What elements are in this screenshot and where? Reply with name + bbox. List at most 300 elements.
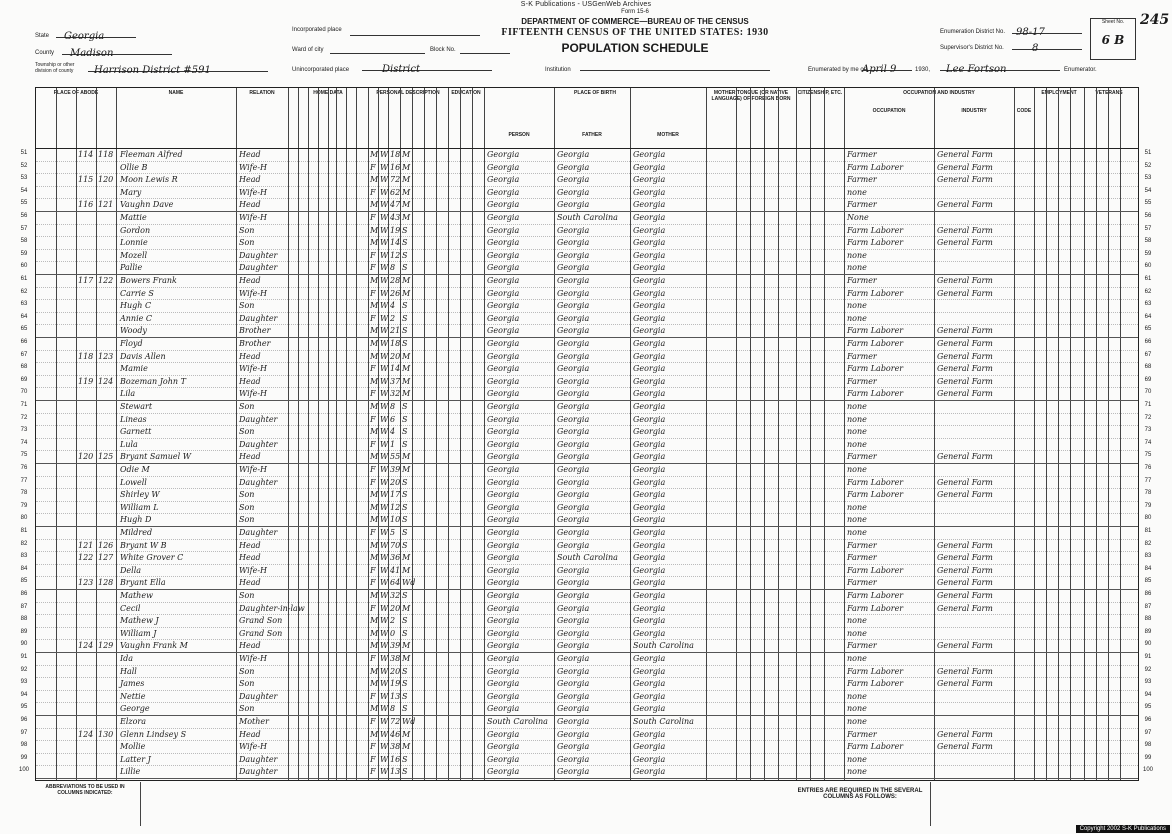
race: W — [380, 565, 389, 575]
birthplace-person: Georgia — [487, 427, 520, 437]
race: W — [380, 742, 389, 752]
row-number-left: 82 — [20, 540, 28, 547]
race: W — [380, 200, 389, 210]
row-number-right: 67 — [1144, 351, 1152, 358]
birthplace-father: Georgia — [557, 427, 590, 437]
table-row — [20, 299, 1152, 312]
birthplace-person: Georgia — [487, 263, 520, 273]
age: 14 — [390, 364, 401, 374]
marital-status: S — [402, 591, 408, 600]
row-number-right: 58 — [1144, 238, 1152, 245]
birthplace-mother: Georgia — [633, 150, 666, 159]
marital-status: S — [402, 666, 408, 676]
relation: Wife-H — [239, 654, 268, 663]
family-number: 128 — [98, 578, 114, 588]
age: 43 — [390, 213, 401, 222]
table-row — [20, 287, 1152, 300]
ward-field — [330, 42, 425, 54]
birthplace-mother: South Carolina — [633, 641, 694, 651]
birthplace-mother: Georgia — [633, 452, 666, 462]
sex: F — [370, 603, 376, 613]
table-row — [20, 526, 1152, 539]
table-row — [20, 476, 1152, 489]
birthplace-mother: Georgia — [633, 288, 666, 298]
row-number-right: 59 — [1144, 250, 1152, 257]
relation: Daughter — [239, 263, 278, 273]
birthplace-person: Georgia — [487, 490, 520, 500]
occupation: none — [847, 313, 867, 323]
birthplace-mother: Georgia — [633, 175, 666, 185]
dwelling-number: 123 — [78, 578, 94, 588]
person-name: Shirley W — [120, 490, 160, 500]
marital-status: M — [402, 288, 411, 298]
birthplace-person: Georgia — [487, 565, 520, 575]
person-name: Bryant W B — [120, 540, 167, 550]
row-number-left: 87 — [20, 603, 28, 610]
birthplace-person: Georgia — [487, 402, 520, 411]
birthplace-person: Georgia — [487, 452, 520, 462]
person-name: Hall — [120, 666, 137, 676]
occupation: none — [847, 502, 867, 512]
sub-industry: INDUSTRY — [961, 108, 987, 114]
occupation: none — [847, 691, 867, 701]
race: W — [380, 729, 389, 739]
race: W — [380, 679, 389, 689]
birthplace-person: Georgia — [487, 666, 520, 676]
relation: Daughter — [239, 754, 278, 764]
marital-status: M — [402, 150, 411, 159]
relation: Son — [239, 490, 255, 500]
age: 14 — [390, 238, 401, 248]
enum-district-label: Enumeration District No. — [940, 29, 1006, 35]
age: 6 — [390, 414, 396, 424]
occupation: none — [847, 427, 867, 437]
row-number-right: 71 — [1144, 402, 1152, 408]
birthplace-mother: Georgia — [633, 578, 666, 588]
birthplace-mother: Georgia — [633, 263, 666, 273]
age: 20 — [390, 603, 401, 613]
race: W — [380, 187, 389, 197]
birthplace-mother: Georgia — [633, 465, 666, 474]
marital-status: M — [402, 187, 411, 197]
family-number: 130 — [98, 729, 114, 739]
county-value: Madison — [70, 48, 114, 59]
dwelling-number: 114 — [78, 150, 94, 159]
marital-status: M — [402, 742, 411, 752]
race: W — [380, 465, 389, 474]
age: 47 — [390, 200, 401, 210]
birthplace-person: Georgia — [487, 364, 520, 374]
row-number-left: 54 — [20, 187, 28, 194]
person-name: Lonnie — [120, 238, 148, 248]
age: 10 — [390, 515, 401, 525]
race: W — [380, 288, 389, 298]
industry: General Farm — [937, 742, 993, 752]
person-name: Mildred — [120, 528, 153, 537]
row-number-left: 72 — [20, 414, 28, 421]
birthplace-person: Georgia — [487, 376, 520, 386]
table-row — [20, 413, 1152, 426]
sex: F — [370, 263, 376, 273]
row-number-right: 81 — [1144, 528, 1152, 534]
occupation: Farmer — [847, 729, 877, 739]
sex: M — [370, 540, 379, 550]
occupation: none — [847, 402, 867, 411]
row-number-right: 77 — [1144, 477, 1152, 484]
birthplace-father: Georgia — [557, 540, 590, 550]
marital-status: S — [402, 326, 408, 336]
birthplace-mother: Georgia — [633, 326, 666, 336]
table-row — [20, 463, 1152, 476]
age: 18 — [390, 150, 401, 159]
marital-status: M — [402, 729, 411, 739]
row-number-left: 89 — [20, 628, 28, 635]
table-row — [20, 602, 1152, 615]
industry: General Farm — [937, 591, 993, 600]
age: 19 — [390, 679, 401, 689]
age: 0 — [390, 628, 396, 638]
table-row — [20, 728, 1152, 741]
table-row — [20, 488, 1152, 501]
race: W — [380, 414, 389, 424]
person-name: Mary — [120, 187, 142, 197]
relation: Son — [239, 502, 255, 512]
birthplace-father: Georgia — [557, 376, 590, 386]
occupation: none — [847, 717, 867, 726]
birthplace-mother: Georgia — [633, 565, 666, 575]
race: W — [380, 238, 389, 248]
sex: M — [370, 200, 379, 210]
dwelling-number: 124 — [78, 641, 94, 651]
birthplace-person: Georgia — [487, 641, 520, 651]
occupation: Farmer — [847, 540, 877, 550]
table-row — [20, 753, 1152, 766]
row-number-right: 66 — [1144, 339, 1152, 345]
birthplace-father: Georgia — [557, 616, 590, 626]
sex: M — [370, 301, 379, 311]
enumerated-year: 1930, — [915, 67, 931, 73]
row-number-right: 57 — [1144, 225, 1152, 232]
table-row — [20, 173, 1152, 186]
marital-status: M — [402, 465, 411, 474]
supervisor-value: 8 — [1032, 43, 1039, 54]
enumerated-date-field — [862, 59, 912, 75]
row-number-left: 83 — [20, 553, 28, 560]
birthplace-mother: Georgia — [633, 364, 666, 374]
industry: General Farm — [937, 288, 993, 298]
age: 38 — [390, 654, 401, 663]
industry: General Farm — [937, 351, 993, 361]
sex: M — [370, 553, 379, 563]
table-row — [20, 274, 1152, 287]
industry: General Farm — [937, 238, 993, 248]
race: W — [380, 616, 389, 626]
table-row — [20, 450, 1152, 463]
age: 20 — [390, 351, 401, 361]
birthplace-mother: Georgia — [633, 490, 666, 500]
top-banner: S-K Publications - USGenWeb Archives — [520, 1, 652, 8]
industry: General Farm — [937, 553, 993, 563]
marital-status: M — [402, 200, 411, 210]
age: 46 — [390, 729, 401, 739]
row-number-right: 91 — [1144, 654, 1152, 660]
birthplace-person: Georgia — [487, 628, 520, 638]
family-number: 126 — [98, 540, 114, 550]
race: W — [380, 540, 389, 550]
sex: M — [370, 175, 379, 185]
age: 39 — [390, 465, 401, 474]
marital-status: S — [402, 628, 408, 638]
relation: Brother — [239, 339, 271, 348]
row-number-right: 88 — [1144, 616, 1152, 623]
person-name: Woody — [120, 326, 147, 336]
occupation: none — [847, 704, 867, 714]
person-name: Bozeman John T — [120, 376, 186, 386]
row-number-left: 75 — [20, 452, 28, 459]
birthplace-mother: Georgia — [633, 704, 666, 714]
birthplace-person: Georgia — [487, 175, 520, 185]
sex: F — [370, 754, 376, 764]
relation: Son — [239, 238, 255, 248]
relation: Wife-H — [239, 389, 268, 399]
race: W — [380, 553, 389, 563]
family-number: 123 — [98, 351, 114, 361]
birthplace-mother: Georgia — [633, 200, 666, 210]
occupation: Farm Laborer — [847, 364, 904, 374]
row-number-right: 82 — [1144, 540, 1152, 547]
occupation: Farm Laborer — [847, 742, 904, 752]
age: 62 — [390, 187, 401, 197]
row-number-right: 89 — [1144, 628, 1152, 635]
person-name: Mattie — [120, 213, 147, 222]
row-number-left: 74 — [20, 439, 28, 446]
section-employment: EMPLOYMENT — [1041, 90, 1077, 96]
race: W — [380, 628, 389, 638]
sex: F — [370, 414, 376, 424]
marital-status: S — [402, 515, 408, 525]
birthplace-person: Georgia — [487, 351, 520, 361]
birthplace-person: Georgia — [487, 553, 520, 563]
sex: F — [370, 717, 376, 726]
person-name: Mozell — [120, 250, 148, 260]
birthplace-mother: Georgia — [633, 679, 666, 689]
birthplace-father: Georgia — [557, 402, 590, 411]
age: 13 — [390, 691, 401, 701]
race: W — [380, 578, 389, 588]
occupation: Farmer — [847, 200, 877, 210]
sex: M — [370, 490, 379, 500]
relation: Head — [239, 553, 261, 563]
row-number-right: 84 — [1144, 565, 1152, 572]
row-number-left: 93 — [20, 679, 28, 686]
row-number-left: 70 — [20, 389, 28, 396]
person-name: Hugh D — [120, 515, 152, 525]
occupation: none — [847, 515, 867, 525]
birthplace-person: Georgia — [487, 591, 520, 600]
sex: M — [370, 502, 379, 512]
race: W — [380, 452, 389, 462]
family-number: 118 — [98, 150, 114, 159]
birthplace-father: Georgia — [557, 175, 590, 185]
county-field — [62, 43, 172, 59]
birthplace-father: Georgia — [557, 603, 590, 613]
age: 64 — [390, 578, 401, 588]
section-education: EDUCATION — [451, 90, 481, 96]
sex: M — [370, 339, 379, 348]
sex: F — [370, 691, 376, 701]
occupation: Farmer — [847, 150, 877, 159]
birthplace-mother: Georgia — [633, 742, 666, 752]
birthplace-mother: Georgia — [633, 767, 666, 777]
occupation: none — [847, 528, 867, 537]
race: W — [380, 263, 389, 273]
marital-status: S — [402, 540, 408, 550]
relation: Son — [239, 679, 255, 689]
person-name: Lila — [120, 389, 136, 399]
industry: General Farm — [937, 679, 993, 689]
dwelling-number: 121 — [78, 540, 94, 550]
table-row — [20, 350, 1152, 363]
marital-status: S — [402, 402, 408, 411]
person-name: George — [120, 704, 150, 714]
person-name: Vaughn Frank M — [120, 641, 188, 651]
age: 8 — [390, 402, 396, 411]
industry: General Farm — [937, 364, 993, 374]
age: 72 — [390, 175, 401, 185]
sex: M — [370, 679, 379, 689]
marital-status: M — [402, 162, 411, 172]
row-number-right: 85 — [1144, 578, 1152, 585]
marital-status: M — [402, 603, 411, 613]
race: W — [380, 502, 389, 512]
occupation: Farmer — [847, 376, 877, 386]
row-number-right: 80 — [1144, 515, 1152, 522]
age: 13 — [390, 767, 401, 777]
birthplace-person: Georgia — [487, 276, 520, 285]
marital-status: M — [402, 213, 411, 222]
person-name: Bryant Samuel W — [120, 452, 191, 462]
row-number-right: 93 — [1144, 679, 1152, 686]
person-name: Lula — [120, 439, 138, 449]
age: 32 — [390, 389, 401, 399]
row-number-right: 96 — [1144, 717, 1152, 723]
birthplace-father: South Carolina — [557, 213, 618, 222]
occupation: Farm Laborer — [847, 225, 904, 235]
birthplace-person: Georgia — [487, 150, 520, 159]
birthplace-father: Georgia — [557, 225, 590, 235]
age: 20 — [390, 477, 401, 487]
enum-district-field — [1012, 22, 1082, 38]
sub-occupation: OCCUPATION — [872, 108, 906, 114]
birthplace-person: Georgia — [487, 477, 520, 487]
birthplace-person: Georgia — [487, 162, 520, 172]
occupation: Farmer — [847, 641, 877, 651]
relation: Wife-H — [239, 364, 268, 374]
dwelling-number: 124 — [78, 729, 94, 739]
section-relation: RELATION — [249, 90, 275, 96]
census-grid — [18, 87, 1153, 781]
table-row — [20, 249, 1152, 262]
row-number-right: 75 — [1144, 452, 1152, 459]
occupation: Farmer — [847, 452, 877, 462]
birthplace-father: Georgia — [557, 238, 590, 248]
birthplace-person: Georgia — [487, 187, 520, 197]
industry: General Farm — [937, 477, 993, 487]
sex: F — [370, 389, 376, 399]
birthplace-father: Georgia — [557, 351, 590, 361]
age: 5 — [390, 528, 396, 537]
relation: Son — [239, 427, 255, 437]
relation: Daughter — [239, 477, 278, 487]
sex: M — [370, 591, 379, 600]
section-home-data: HOME DATA — [313, 90, 343, 96]
industry: General Farm — [937, 339, 993, 348]
birthplace-father: Georgia — [557, 666, 590, 676]
relation: Head — [239, 276, 261, 285]
person-name: Davis Allen — [120, 351, 166, 361]
birthplace-mother: Georgia — [633, 313, 666, 323]
birthplace-father: Georgia — [557, 250, 590, 260]
age: 1 — [390, 439, 396, 449]
birthplace-mother: Georgia — [633, 515, 666, 525]
birthplace-person: Georgia — [487, 616, 520, 626]
occupation: none — [847, 250, 867, 260]
relation: Wife-H — [239, 213, 268, 222]
relation: Head — [239, 150, 261, 159]
row-number-left: 100 — [18, 767, 29, 774]
relation: Wife-H — [239, 162, 268, 172]
age: 32 — [390, 591, 401, 600]
enumerator-name: Lee Fortson — [946, 64, 1007, 75]
birthplace-mother: Georgia — [633, 351, 666, 361]
row-number-left: 85 — [20, 578, 28, 585]
age: 12 — [390, 502, 401, 512]
row-number-right: 97 — [1144, 729, 1152, 736]
relation: Daughter — [239, 250, 278, 260]
relation: Son — [239, 225, 255, 235]
birthplace-person: Georgia — [487, 502, 520, 512]
relation: Daughter-in-law — [239, 603, 305, 613]
race: W — [380, 162, 389, 172]
race: W — [380, 490, 389, 500]
table-row — [20, 539, 1152, 552]
table-row — [20, 715, 1152, 728]
row-number-right: 72 — [1144, 414, 1152, 421]
occupation: Farm Laborer — [847, 666, 904, 676]
row-number-left: 63 — [20, 301, 28, 308]
row-number-left: 68 — [20, 364, 28, 371]
birthplace-mother: Georgia — [633, 339, 666, 348]
dwelling-number: 115 — [78, 175, 94, 185]
table-row — [20, 677, 1152, 690]
row-number-left: 61 — [20, 276, 28, 282]
age: 2 — [390, 313, 396, 323]
person-name: Mollie — [120, 742, 146, 752]
sex: M — [370, 276, 379, 285]
row-number-right: 74 — [1144, 439, 1152, 446]
birthplace-father: Georgia — [557, 414, 590, 424]
sex: F — [370, 187, 376, 197]
section-citizenship: CITIZENSHIP, ETC. — [797, 90, 843, 96]
age: 55 — [390, 452, 401, 462]
age: 16 — [390, 754, 401, 764]
marital-status: S — [402, 528, 408, 537]
marital-status: M — [402, 654, 411, 663]
relation: Head — [239, 376, 261, 386]
sex: M — [370, 641, 379, 651]
entries-table — [930, 782, 1136, 826]
table-row — [20, 589, 1152, 602]
